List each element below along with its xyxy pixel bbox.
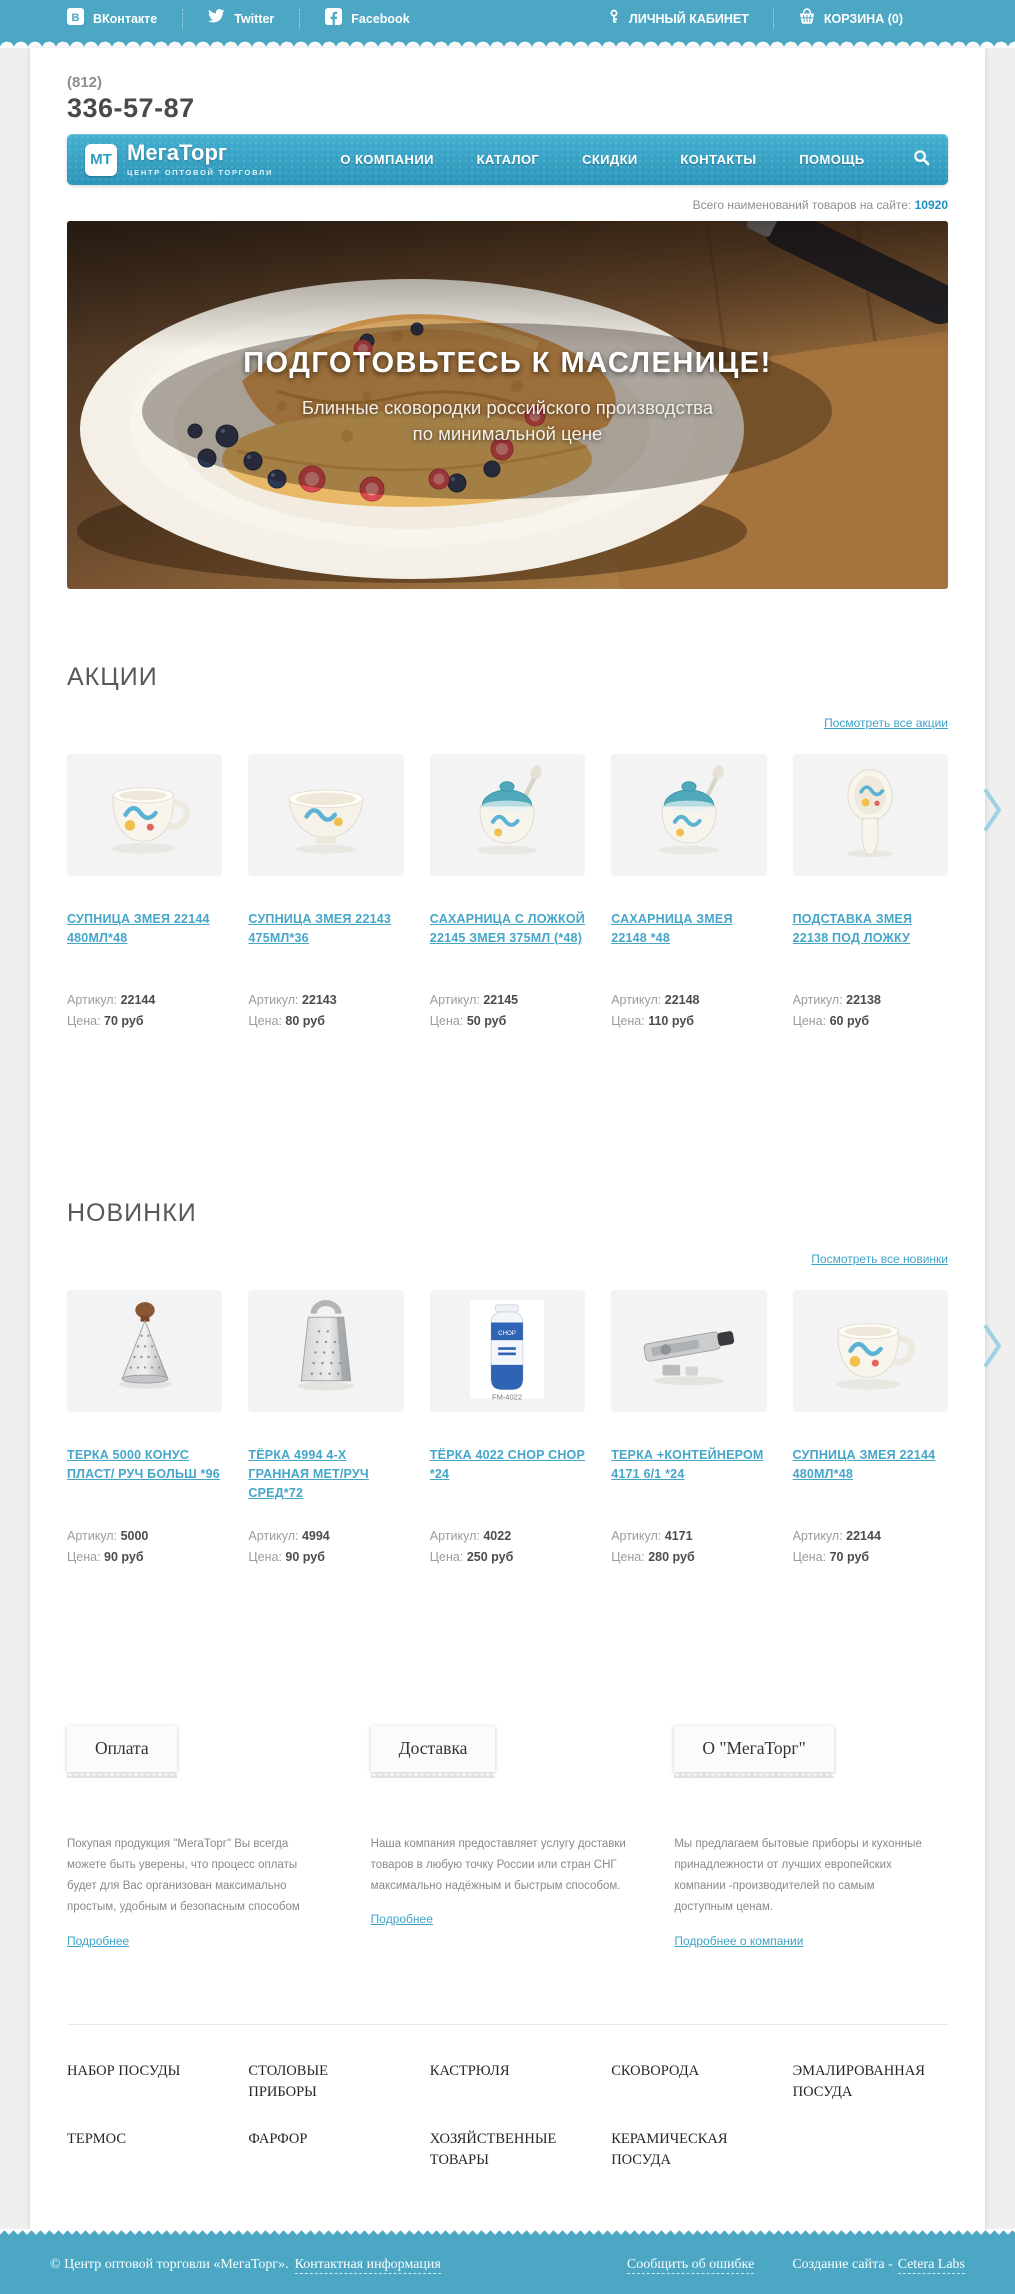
copyright-text: © Центр оптовой торговли «МегаТорг».	[50, 2256, 289, 2272]
info-text: Покупая продукция "МегаТорг" Вы всегда можете быть уверены, что процесс оплаты будет для Вас организован максимально простым, удобным и безопасным способом	[67, 1837, 300, 1914]
footer-category-link[interactable]: ЭМАЛИРОВАННАЯ ПОСУДА	[792, 2062, 925, 2100]
product-title-link[interactable]: СУПНИЦА ЗМЕЯ 22144 480МЛ*48	[67, 912, 210, 945]
sku-value: 22148	[664, 993, 700, 1007]
search-button[interactable]	[894, 134, 948, 185]
carousel-next-arrow[interactable]	[983, 1324, 1003, 1373]
product-card	[248, 754, 403, 1031]
nav-menu-item[interactable]: ПОМОЩЬ	[799, 152, 865, 167]
total-label: Всего наименований товаров на сайте:	[692, 198, 912, 212]
product-meta	[430, 1526, 585, 1567]
product-card	[67, 754, 222, 1031]
product-image[interactable]	[430, 754, 585, 876]
product-image[interactable]	[611, 1290, 766, 1412]
info-column	[674, 1726, 948, 1950]
social-link[interactable]	[299, 9, 434, 29]
product-title-link[interactable]: ТЁРКА 4994 4-Х ГРАННАЯ МЕТ/РУЧ СРЕД*72	[248, 1448, 369, 1500]
product-card	[67, 1290, 222, 1567]
footer-category-link[interactable]: КЕРАМИЧЕСКАЯ ПОСУДА	[611, 2130, 728, 2168]
hero-title: ПОДГОТОВЬТЕСЬ К МАСЛЕНИЦЕ!	[243, 347, 772, 379]
product-image[interactable]	[67, 1290, 222, 1412]
product-photo	[454, 760, 560, 871]
logo-subtitle: ЦЕНТР ОПТОВОЙ ТОРГОВЛИ	[127, 168, 274, 177]
info-column	[67, 1726, 341, 1950]
price-value: 90 руб	[104, 1549, 144, 1564]
price-label: Цена:	[248, 1549, 282, 1564]
footer-category-link[interactable]: НАБОР ПОСУДЫ	[67, 2062, 181, 2079]
product-photo	[273, 1296, 379, 1407]
product-photo	[636, 1296, 742, 1407]
info-tab-heading: Оплата	[67, 1726, 177, 1772]
social-links	[42, 0, 435, 37]
info-tab	[67, 1726, 177, 1778]
total-value: 10920	[914, 198, 948, 212]
hero-subtitle	[67, 395, 948, 447]
total-products-line	[67, 198, 948, 212]
product-card	[793, 754, 948, 1031]
price-label: Цена:	[429, 1549, 464, 1564]
sku-value: 4022	[483, 1529, 512, 1544]
page-card	[30, 48, 985, 2229]
sku-value: 22138	[846, 993, 881, 1007]
credits-text: Создание сайта -	[792, 2256, 893, 2272]
hero-text-block	[67, 347, 948, 447]
product-meta	[793, 1526, 948, 1567]
cart-link[interactable]	[773, 8, 903, 29]
social-icon	[325, 8, 342, 30]
product-title-link[interactable]: ТЁРКА 4022 CHOP CHOP *24	[429, 1448, 586, 1481]
main-nav	[67, 134, 948, 185]
price-label: Цена:	[67, 1013, 101, 1028]
info-tab	[371, 1726, 496, 1778]
product-image[interactable]	[248, 754, 403, 876]
sku-label: Артикул:	[611, 993, 662, 1007]
bottom-bar	[0, 2237, 1015, 2294]
logo[interactable]	[67, 142, 289, 177]
phone-number: 336-57-87	[67, 93, 195, 123]
product-card	[430, 754, 585, 1031]
sku-label: Артикул:	[792, 1529, 843, 1544]
promos-heading: АКЦИИ	[67, 663, 158, 691]
zigzag-edge	[0, 2229, 1015, 2237]
product-photo	[636, 760, 742, 871]
hero-subtitle-line2: по минимальной цене	[412, 422, 603, 444]
footer-category-link[interactable]: ФАРФОР	[248, 2130, 308, 2147]
product-title-link[interactable]: СУПНИЦА ЗМЕЯ 22143 475МЛ*36	[248, 912, 392, 945]
price-label: Цена:	[611, 1013, 645, 1028]
view-all-promos-link[interactable]: Посмотреть все акции	[824, 716, 948, 730]
info-tab-heading: Доставка	[371, 1726, 496, 1772]
copyright-block	[50, 2257, 441, 2274]
price-value: 70 руб	[104, 1013, 144, 1028]
phone-area-code: (812)	[67, 74, 103, 91]
sku-value: 22143	[301, 993, 337, 1007]
product-image[interactable]	[67, 754, 222, 876]
nav-menu-item[interactable]: КОНТАКТЫ	[680, 152, 757, 167]
product-meta	[248, 990, 403, 1031]
sku-value: 5000	[120, 1529, 149, 1544]
social-label: Twitter	[234, 11, 275, 26]
nav-menu-item[interactable]: СКИДКИ	[582, 152, 638, 167]
footer-category-link[interactable]: КАСТРЮЛЯ	[429, 2062, 510, 2079]
product-meta	[611, 1526, 766, 1567]
product-title-link[interactable]: САХАРНИЦА ЗМЕЯ 22148 *48	[611, 912, 733, 945]
svg-text:FM-4022: FM-4022	[492, 1392, 523, 1402]
price-label: Цена:	[792, 1549, 827, 1564]
product-meta	[793, 990, 948, 1031]
hero-banner[interactable]	[67, 221, 948, 589]
product-image[interactable]	[611, 754, 766, 876]
product-meta	[611, 990, 766, 1031]
product-meta	[67, 1526, 222, 1567]
promo-products-grid	[67, 754, 948, 1031]
phone-block	[67, 48, 948, 124]
sku-label: Артикул:	[248, 1529, 299, 1544]
product-meta	[430, 990, 585, 1031]
price-value: 50 руб	[466, 1013, 507, 1028]
search-icon	[913, 149, 930, 171]
cart-label: КОРЗИНА (0)	[823, 11, 903, 26]
sku-label: Артикул:	[611, 1529, 662, 1544]
report-error-link[interactable]: Сообщить об ошибке	[626, 2256, 755, 2272]
sku-label: Артикул:	[67, 1529, 118, 1544]
price-value: 60 руб	[829, 1013, 870, 1028]
sku-value: 22144	[846, 1529, 881, 1544]
footer-category-link[interactable]: ХОЗЯЙСТВЕННЫЕ ТОВАРЫ	[429, 2130, 557, 2168]
scalloped-edge	[0, 37, 1015, 48]
info-tab-heading: О "МегаТорг"	[674, 1726, 833, 1772]
product-image[interactable]	[248, 1290, 403, 1412]
product-card	[793, 1290, 948, 1567]
product-image[interactable]	[430, 1290, 585, 1412]
sku-label: Артикул:	[429, 993, 480, 1007]
info-tab	[674, 1726, 833, 1778]
sku-label: Артикул:	[429, 1529, 480, 1544]
sku-value: 22144	[120, 993, 156, 1007]
sku-label: Артикул:	[67, 993, 118, 1007]
sku-value: 22145	[483, 993, 519, 1007]
contact-info-link[interactable]: Контактная информация	[294, 2256, 441, 2272]
carousel-next-arrow[interactable]	[983, 788, 1003, 837]
top-social-bar	[0, 0, 1015, 37]
product-title-link[interactable]: СУПНИЦА ЗМЕЯ 22144 480МЛ*48	[792, 1448, 936, 1481]
product-photo	[92, 1296, 198, 1407]
product-card	[248, 1290, 403, 1567]
svg-text:CHOP: CHOP	[498, 1329, 517, 1337]
info-columns	[67, 1726, 948, 1950]
key-icon	[607, 9, 621, 29]
price-label: Цена:	[248, 1013, 282, 1028]
nav-menu-item[interactable]: О КОМПАНИИ	[340, 152, 434, 167]
product-card	[611, 1290, 766, 1567]
svg-text:B: B	[71, 11, 80, 24]
product-meta	[248, 1526, 403, 1567]
product-photo	[817, 760, 923, 871]
price-label: Цена:	[611, 1549, 645, 1564]
info-text: Наша компания предоставляет услугу доставки товаров в любую точку России или стран СНГ максимально надёжным и быстрым способом.	[370, 1837, 626, 1893]
nav-menu-item[interactable]: КАТАЛОГ	[476, 152, 540, 167]
account-label: ЛИЧНЫЙ КАБИНЕТ	[628, 11, 749, 26]
torn-edge	[674, 1772, 833, 1778]
social-label: ВКонтакте	[93, 11, 158, 26]
price-label: Цена:	[792, 1013, 827, 1028]
product-photo	[273, 760, 379, 871]
product-photo	[454, 1296, 560, 1407]
logo-icon: МТ	[85, 144, 117, 176]
product-photo	[92, 760, 198, 871]
price-value: 110 руб	[648, 1013, 694, 1028]
social-icon	[67, 8, 84, 30]
promos-carousel	[67, 754, 948, 1031]
price-value: 250 руб	[466, 1549, 514, 1564]
footer-category-link[interactable]: СКОВОРОДА	[611, 2062, 700, 2079]
novelties-carousel	[67, 1290, 948, 1567]
info-more-link[interactable]: Подробнее	[370, 1912, 433, 1927]
novelties-heading: НОВИНКИ	[67, 1199, 197, 1228]
product-photo	[817, 1296, 923, 1407]
product-image[interactable]	[793, 1290, 948, 1412]
info-more-link[interactable]: Подробнее о компании	[674, 1933, 804, 1948]
footer-category-link[interactable]: СТОЛОВЫЕ ПРИБОРЫ	[248, 2062, 328, 2100]
info-text: Мы предлагаем бытовые приборы и кухонные принадлежности от лучших европейских компании -производителей по самым доступным ценам.	[674, 1837, 922, 1914]
credits-block	[792, 2257, 965, 2274]
product-title-link[interactable]: ПОДСТАВКА ЗМЕЯ 22138 ПОД ЛОЖКУ	[792, 912, 913, 945]
torn-edge	[371, 1772, 496, 1778]
social-icon	[208, 9, 225, 29]
credits-link[interactable]: Cetera Labs	[897, 2256, 965, 2272]
sku-label: Артикул:	[248, 993, 299, 1007]
price-value: 90 руб	[285, 1549, 325, 1564]
price-label: Цена:	[67, 1549, 101, 1564]
sku-value: 4994	[301, 1529, 330, 1544]
hero-subtitle-line1: Блинные сковородки российского производства	[301, 397, 714, 418]
price-value: 70 руб	[829, 1549, 870, 1564]
footer-category-link[interactable]: ТЕРМОС	[67, 2130, 126, 2147]
sku-label: Артикул:	[792, 993, 843, 1007]
price-label: Цена:	[429, 1013, 464, 1028]
product-card	[611, 754, 766, 1031]
info-more-link[interactable]: Подробнее	[67, 1933, 130, 1948]
personal-account-link[interactable]	[607, 9, 749, 29]
basket-icon	[798, 8, 816, 29]
novelty-products-grid	[67, 1290, 948, 1567]
social-link[interactable]	[42, 9, 182, 29]
product-title-link[interactable]: ТЕРКА +КОНТЕЙНЕРОМ 4171 6/1 *24	[611, 1448, 764, 1481]
torn-edge	[67, 1772, 177, 1778]
social-label: Facebook	[351, 11, 410, 26]
product-title-link[interactable]: ТЕРКА 5000 КОНУС ПЛАСТ/ РУЧ БОЛЬШ *96	[67, 1448, 220, 1481]
price-value: 280 руб	[648, 1549, 695, 1564]
nav-menu	[289, 152, 894, 167]
social-link[interactable]	[182, 9, 299, 29]
footer-categories	[67, 2024, 948, 2195]
price-value: 80 руб	[285, 1013, 325, 1028]
product-meta	[67, 990, 222, 1031]
logo-title: МегаТорг	[127, 140, 228, 165]
info-column	[371, 1726, 645, 1950]
product-image[interactable]	[793, 754, 948, 876]
product-card	[430, 1290, 585, 1567]
sku-value: 4171	[664, 1529, 693, 1544]
view-all-novelties-link[interactable]: Посмотреть все новинки	[811, 1252, 948, 1267]
product-title-link[interactable]: САХАРНИЦА С ЛОЖКОЙ 22145 ЗМЕЯ 375МЛ (*48)	[429, 912, 585, 945]
